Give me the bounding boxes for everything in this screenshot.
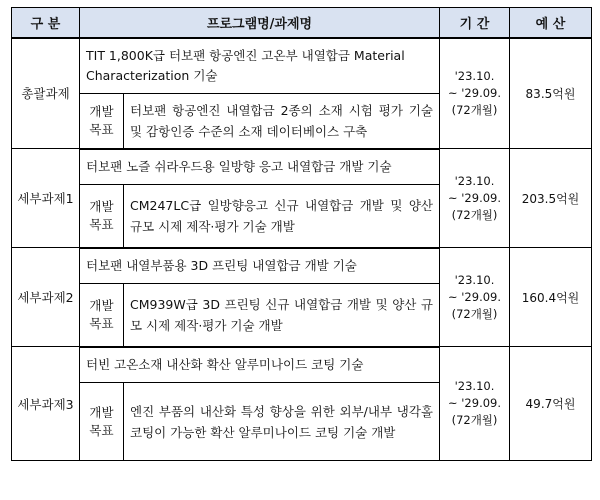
table-row-title — [12, 38, 592, 94]
header-period: 기 간 — [440, 8, 510, 38]
row-category: 세부과제2 — [12, 248, 80, 347]
table-header-row — [12, 8, 592, 38]
row-budget: 49.7억원 — [510, 347, 592, 461]
row-goal: 엔진 부품의 내산화 특성 향상을 위한 외부/내부 냉각홀 코팅이 가능한 확산 알루미나이드 코팅 기술 개발 — [124, 383, 440, 461]
row-period — [440, 347, 510, 461]
row-category: 총괄과제 — [12, 38, 80, 149]
row-budget: 83.5억원 — [510, 38, 592, 149]
period-months: (72개월) — [451, 102, 498, 117]
program-table-container — [11, 7, 591, 461]
row-budget: 160.4억원 — [510, 248, 592, 347]
row-period — [440, 248, 510, 347]
goal-label: 개발 목표 — [80, 185, 124, 248]
table-row-title — [12, 347, 592, 383]
period-start: '23.10. — [454, 68, 495, 83]
row-title: 터빈 고온소재 내산화 확산 알루미나이드 코팅 기술 — [80, 347, 440, 383]
row-period — [440, 38, 510, 149]
period-start: '23.10. — [454, 379, 495, 393]
header-category: 구 분 — [12, 8, 80, 38]
header-budget: 예 산 — [510, 8, 592, 38]
goal-label: 개발 목표 — [80, 383, 124, 461]
table-row-title — [12, 248, 592, 284]
period-end: ~ '29.09. — [447, 396, 502, 410]
row-budget: 203.5억원 — [510, 149, 592, 248]
period-start: '23.10. — [454, 272, 495, 287]
row-period — [440, 149, 510, 248]
row-title: TIT 1,800K급 터보팬 항공엔진 고온부 내열합금 Material Characterization 기술 — [80, 38, 440, 94]
row-goal: CM939W급 3D 프린팅 신규 내열합금 개발 및 양산 규모 시제 제작·평가 기술 개발 — [124, 284, 440, 347]
row-goal: CM247LC급 일방향응고 신규 내열합금 개발 및 양산 규모 시제 제작·평가 기술 개발 — [124, 185, 440, 248]
period-end: ~ '29.09. — [447, 85, 502, 100]
period-end: ~ '29.09. — [447, 190, 502, 205]
program-table — [11, 7, 592, 461]
period-start: '23.10. — [454, 173, 495, 188]
row-title: 터보팬 내열부품용 3D 프린팅 내열합금 개발 기술 — [80, 248, 440, 284]
row-category: 세부과제3 — [12, 347, 80, 461]
row-goal: 터보팬 항공엔진 내열합금 2종의 소재 시험 평가 기술 및 감항인증 수준의 소재 데이터베이스 구축 — [124, 94, 440, 149]
header-program: 프로그램명/과제명 — [80, 8, 440, 38]
row-category: 세부과제1 — [12, 149, 80, 248]
table-row-title — [12, 149, 592, 185]
goal-label: 개발 목표 — [80, 94, 124, 149]
goal-label: 개발 목표 — [80, 284, 124, 347]
period-end: ~ '29.09. — [447, 289, 502, 304]
period-months: (72개월) — [451, 207, 498, 222]
row-title: 터보팬 노즐 쉬라우드용 일방향 응고 내열합금 개발 기술 — [80, 149, 440, 185]
period-months: (72개월) — [451, 306, 498, 321]
period-months: (72개월) — [451, 413, 498, 427]
